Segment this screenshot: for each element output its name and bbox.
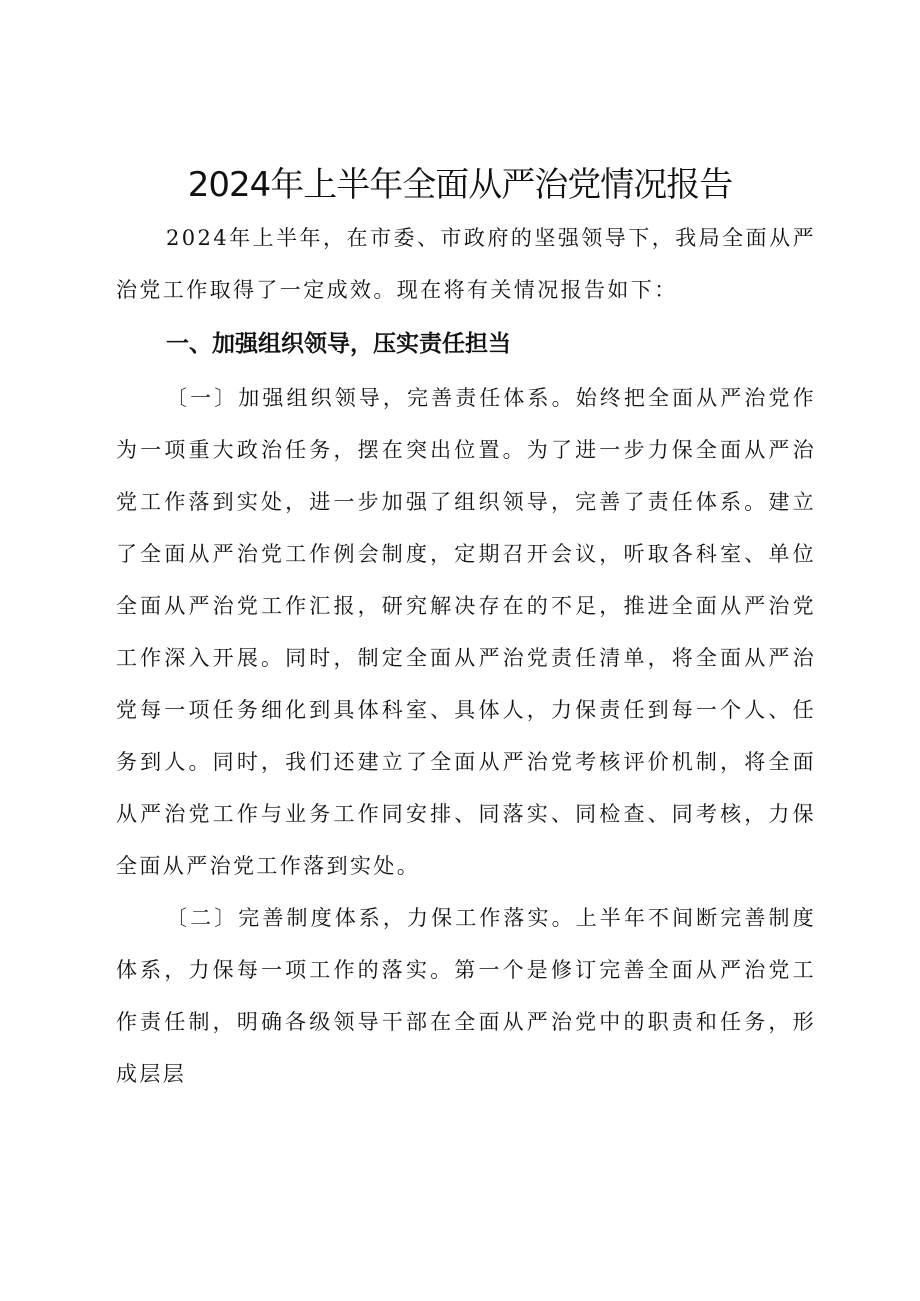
- intro-paragraph: 2024年上半年，在市委、市政府的坚强领导下，我局全面从严治党工作取得了一定成效。现在将有关情况报告如下：: [116, 226, 816, 302]
- paragraph-2: 〔二〕完善制度体系，力保工作落实。上半年不间断完善制度体系，力保每一项工作的落实。第一个是修订完善全面从严治党工作责任制，明确各级领导干部在全面从严治党中的职责和任务，形成层层: [116, 906, 816, 1086]
- document-body: [116, 212, 816, 1100]
- paragraph-1: 〔一〕加强组织领导，完善责任体系。始终把全面从严治党作为一项重大政治任务，摆在突出位置。为了进一步力保全面从严治党工作落到实处，进一步加强了组织领导，完善了责任体系。建立了全面从严治党工作例会制度，定期召开会议，听取各科室、单位全面从严治党工作汇报，研究解决存在的不足，推进全面从严治党工作深入开展。同时，制定全面从严治党责任清单，将全面从严治党每一项任务细化到具体科室、具体人，力保责任到每一个人、任务到人。同时，我们还建立了全面从严治党考核评价机制，将全面从严治党工作与业务工作同安排、同落实、同检查、同考核，力保全面从严治党工作落到实处。: [116, 386, 816, 878]
- section-heading-1: 一、加强组织领导，压实责任担当: [166, 331, 511, 357]
- page-title: 2024年上半年全面从严治党情况报告: [187, 165, 733, 205]
